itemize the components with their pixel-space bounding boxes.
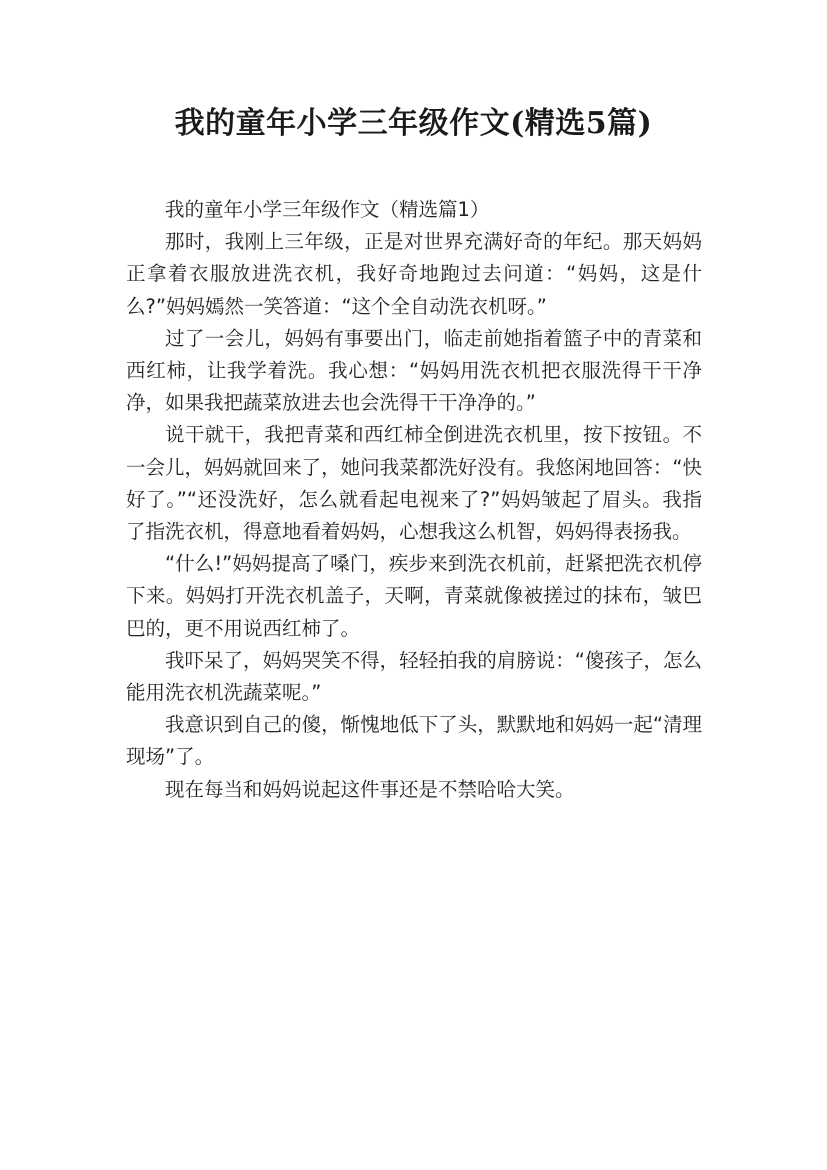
paragraph: “什么!”妈妈提高了嗓门，疾步来到洗衣机前，赶紧把洗衣机停下来。妈妈打开洗衣机盖子，天啊，青菜就像被搓过的抹布，皱巴巴的，更不用说西红柿了。 <box>126 552 702 640</box>
paragraph: 说干就干，我把青菜和西红柿全倒进洗衣机里，按下按钮。不一会儿，妈妈就回来了，她问我菜都洗好没有。我悠闲地回答：“快好了。”“还没洗好，怎么就看起电视来了?”妈妈皱起了眉头。我指了指洗衣机，得意地看着妈妈，心想我这么机智，妈妈得表扬我。 <box>126 423 702 544</box>
paragraph: 过了一会儿，妈妈有事要出门，临走前她指着篮子中的青菜和西红柿，让我学着洗。我心想：“妈妈用洗衣机把衣服洗得干干净净，如果我把蔬菜放进去也会洗得干干净净的。” <box>126 326 702 415</box>
paragraph: 我吓呆了，妈妈哭笑不得，轻轻拍我的肩膀说：“傻孩子，怎么能用洗衣机洗蔬菜呢。” <box>126 648 702 705</box>
paragraph: 那时，我刚上三年级，正是对世界充满好奇的年纪。那天妈妈正拿着衣服放进洗衣机，我好奇地跑过去问道：“妈妈，这是什么?”妈妈嫣然一笑答道：“这个全自动洗衣机呀。” <box>126 230 702 318</box>
section-heading: 我的童年小学三年级作文（精选篇1） <box>165 198 490 221</box>
paragraph: 现在每当和妈妈说起这件事还是不禁哈哈大笑。 <box>165 777 575 801</box>
document-body <box>126 194 702 806</box>
document-title: 我的童年小学三年级作文(精选5篇) <box>174 106 653 141</box>
paragraph: 我意识到自己的傻，惭愧地低下了头，默默地和妈妈一起“清理现场”了。 <box>126 713 702 769</box>
